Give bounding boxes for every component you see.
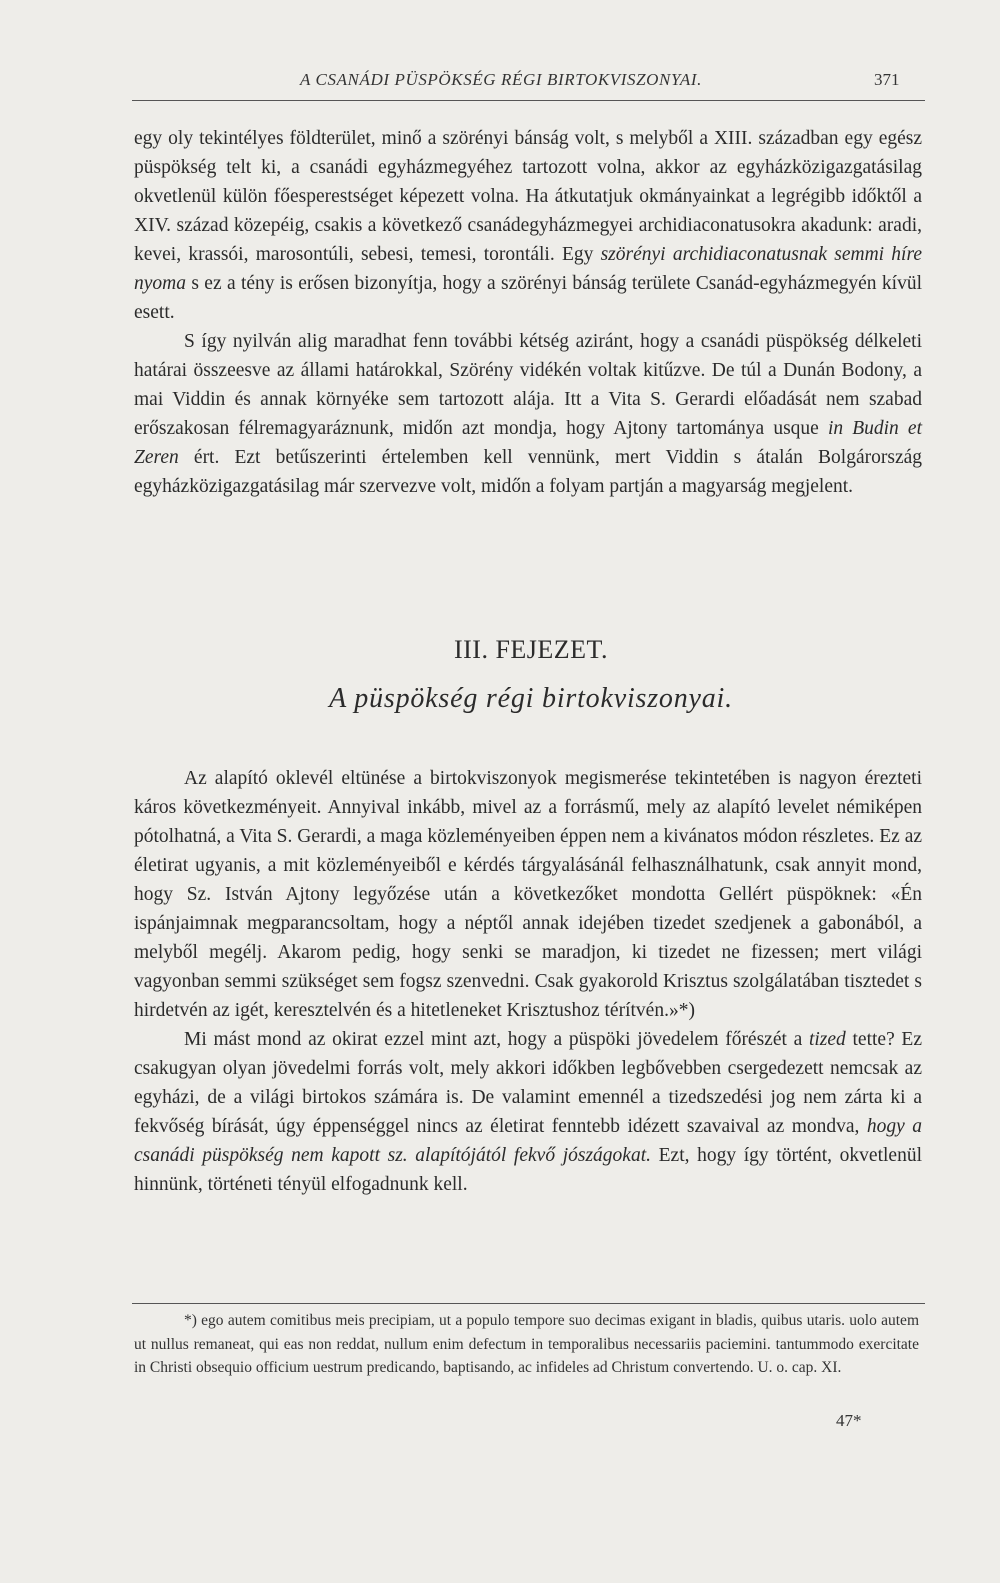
text-run: Ezt, hogy így történt, okvetlenül hinnünk, történeti tényül elfogadnunk kell. [134,1145,922,1195]
chapter-title: A püspökség régi birtokviszonyai. [329,683,733,714]
text-run: s ez a tény is erősen bizonyítja, hogy a szörényi bánság területe Csanád-egyházmegyén kívül esett. [134,273,922,323]
paragraph-4 [134,1025,922,1199]
footnote-text: *) ego autem comitibus meis precipiam, ut a populo tempore suo decimas exigant in bladis, quibus utaris. uolo autem ut nullus remaneat, qui eas non reddat, nullum enim defectum in temporalibus necessariis paciemini. tantummodo exercitate in Christi obsequio officium uestrum predicando, baptisando, ac infideles ad Christum convertendo. U. o. cap. XI. [134,1312,919,1376]
running-title: A CSANÁDI PÜSPÖKSÉG RÉGI BIRTOKVISZONYAI. [300,70,702,89]
italic-run: hogy a csanádi püspökség nem kapott sz. alapítójától fekvő jószágokat. [134,1116,923,1166]
page-number: 371 [874,70,900,89]
text-run: S így nyilván alig maradhat fenn további kétség aziránt, hogy a csanádi püspökség délkeleti határai összeesve az állami határokkal, Szörény vidékén voltak kitűzve. De túl a Dunán Bodony, a mai Viddin és annak környéke sem tartozott alája. Itt a Vita S. Gerardi előadását nem szabad erőszakosan félremagyaráznunk, midőn azt mondja, hogy Ajtony tartománya usque [134,331,922,439]
header-rule [132,100,925,101]
text-block-chapter [134,764,922,1199]
footnote [134,1309,919,1380]
italic-run: szörényi archidiaconatusnak semmi híre nyoma [134,244,922,294]
text-block-top [134,124,922,501]
text-run: Az alapító oklevél eltünése a birtokviszonyok megismerése tekintetében is nagyon érezteti káros következményeit. Annyival inkább, mivel az a forrásmű, mely az alapító levelet némiképen pótolhatná, a Vita S. Gerardi, a maga közleményeiben éppen nem a kivánatos módon részletes. Ez az életirat ugyanis, a mit közleményeiből e kérdés tárgyalásánál felhasználhatunk, csak annyit mond, hogy Sz. István Ajtony legyőzése után a következőket mondotta Gellért püspöknek: «Én ispánjaimnak megparancsoltam, hogy a néptől annak idejében tizedet szedjenek a gabonából, a melyből megélj. Akarom pedig, hogy senki se maradjon, ki tizedet ne fizessen; mert világi vagyonban semmi szükséget sem fogsz szenvedni. Csak gyakorold Krisztus szolgálatában tisztedet s hirdetvén az igét, keresztelvén és a hitetleneket Krisztushoz térítvén.»*) [134,768,922,1021]
italic-run: in Budin et Zeren [134,418,922,468]
paragraph-2 [134,327,922,501]
text-run: egy oly tekintélyes földterület, minő a szörényi bánság volt, s melyből a XIII. században egy egész püspökség telt ki, a csanádi egyházmegyéhez tartozott volna, akkor az egyházközigazgatásilag okvetlenül külön főesperestséget képezett volna. Ha átkutatjuk okmányainkat a legrégibb időktől a XIV. század közepéig, csakis a következő csanádegyházmegyei archidiaconatusokra akadunk: aradi, kevei, krassói, marosontúli, sebesi, temesi, torontáli. Egy [134,128,922,265]
paragraph-1 [134,124,922,327]
text-run: ért. Ezt betűszerinti értelemben kell vennünk, mert Viddin s átalán Bolgárország egyházközigazgatásilag már szervezve volt, midőn a folyam partján a magyarság megjelent. [134,447,922,497]
footnote-rule [132,1303,925,1304]
paragraph-3 [134,764,922,1025]
running-head [0,64,1000,94]
sheet-signature: 47* [836,1411,862,1430]
text-run: tette? Ez csakugyan olyan jövedelmi forrás volt, mely akkori időkben legbővebben csergedezett nemcsak az egyházi, de a világi birtokos számára is. De valamint emennél a tizedszedési jog nem zárta ki a fekvőség bírását, úgy éppenséggel nincs az életirat fenntebb idézett szavaival az mondva, [134,1029,922,1137]
text-run: Mi mást mond az okirat ezzel mint azt, hogy a püspöki jövedelem főrészét a [184,1029,809,1050]
italic-run: tized [808,1029,846,1050]
chapter-number: III. FEJEZET. [453,635,609,664]
